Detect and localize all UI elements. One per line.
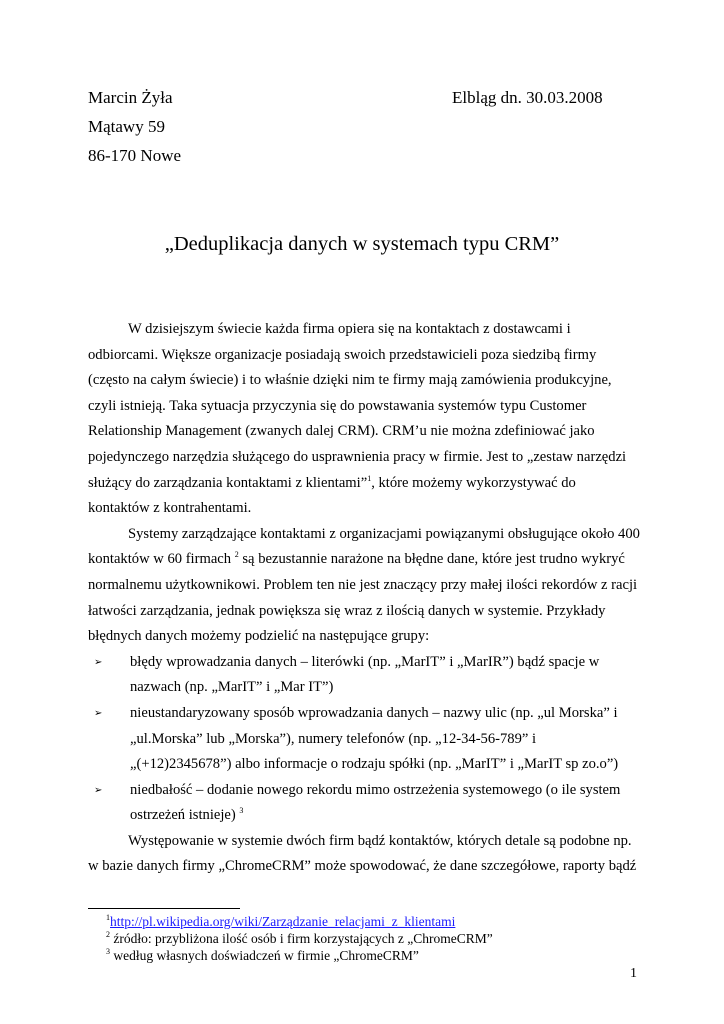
footnote-2 <box>106 930 493 947</box>
footnote-3 <box>106 947 419 964</box>
paragraph-systems-text: Systemy zarządzające kontaktami z organizacjami powiązanymi obsługujące około 400 kontaktów w 60 firmach <box>88 525 640 568</box>
document-body <box>88 317 640 880</box>
paragraph-intro-tail: , które możemy wykorzystywać do kontaktów z kontrahentami. <box>88 474 576 517</box>
list-item-text: nieustandaryzowany sposób wprowadzania danych – nazwy ulic (np. „ul Morska” i „ul.Morska” lub „Morska”), numery telefonów (np. „12-34-56-789” i „(+12)2345678”) albo informacje o rodzaju spółki (np. „MarIT” i „MarIT sp zo.o”) <box>130 704 619 773</box>
list-item <box>88 701 640 778</box>
paragraph-intro <box>88 317 640 522</box>
author-city: 86-170 Nowe <box>88 146 182 165</box>
author-street: Mątawy 59 <box>88 117 165 136</box>
paragraph-intro-text: W dzisiejszym świecie każda firma opiera się na kontaktach z dostawcami i odbiorcami. Większe organizacje posiadają swoich przedstawicieli poza siedzibą firmy (często na całym świecie) i to właśnie dzięki nim te firmy mają zamówienia produkcyjne, czyli istnieją. Taka sytuacja przyczynia się do powstawania systemów typu Customer Relationship Management (zwanych dalej CRM). CRM’u nie można zdefiniować jako pojedynczego narzędzia służącego do usprawnienia pracy w firmie. Jest to „zestaw narzędzi służący do zarządzania kontaktami z klientami” <box>88 321 627 491</box>
footnote-number: 2 <box>106 930 110 939</box>
footnote-ref-1: 1 <box>367 473 372 483</box>
list-item-text: błędy wprowadzania danych – literówki (np. „MarIT” i „MarIR”) bądź spacje w nazwach (np. „MarIT” i „Mar IT”) <box>130 653 600 696</box>
bullet-arrow-icon: ➢ <box>94 707 103 719</box>
place-date: Elbląg dn. 30.03.2008 <box>452 88 603 107</box>
footnote-1 <box>106 913 455 930</box>
list-item-text: niedbałość – dodanie nowego rekordu mimo ostrzeżenia systemowego (o ile system ostrzeżeń istnieje) <box>130 781 621 824</box>
document-title: „Deduplikacja danych w systemach typu CRM” <box>164 233 560 255</box>
page-number: 1 <box>630 966 637 981</box>
bullet-arrow-icon: ➢ <box>94 656 103 668</box>
footnote-number: 3 <box>106 947 110 956</box>
author-name: Marcin Żyła <box>88 88 173 107</box>
footnote-separator <box>88 908 240 909</box>
bullet-arrow-icon: ➢ <box>94 784 103 796</box>
paragraph-duplicates: Występowanie w systemie dwóch firm bądź kontaktów, których detale są podobne np. w bazie danych firmy „ChromeCRM” może spowodować, że dane szczegółowe, raporty bądź <box>88 832 637 875</box>
footnote-number: 1 <box>106 913 110 922</box>
footnote-ref-2: 2 <box>234 550 239 560</box>
list-item <box>88 650 640 701</box>
paragraph-systems-tail: są bezustannie narażone na błędne dane, które jest trudno wykryć normalnemu użytkownikowi. Problem ten nie jest znaczący przy małej ilości rekordów z racji łatwości zarządzania, jednak powiększa się wraz z ilością danych w systemie. Przykłady błędnych danych możemy podzielić na następujące grupy: <box>88 551 638 645</box>
list-item <box>88 778 640 829</box>
footnote-ref-3: 3 <box>239 806 244 816</box>
footnote-link[interactable]: http://pl.wikipedia.org/wiki/Zarządzanie_relacjami_z_klientami <box>110 914 456 929</box>
footnote-text: źródło: przybliżona ilość osób i firm korzystających z „ChromeCRM” <box>110 931 493 946</box>
footnote-text: według własnych doświadczeń w firmie „ChromeCRM” <box>110 948 419 963</box>
paragraph-systems <box>88 522 640 650</box>
